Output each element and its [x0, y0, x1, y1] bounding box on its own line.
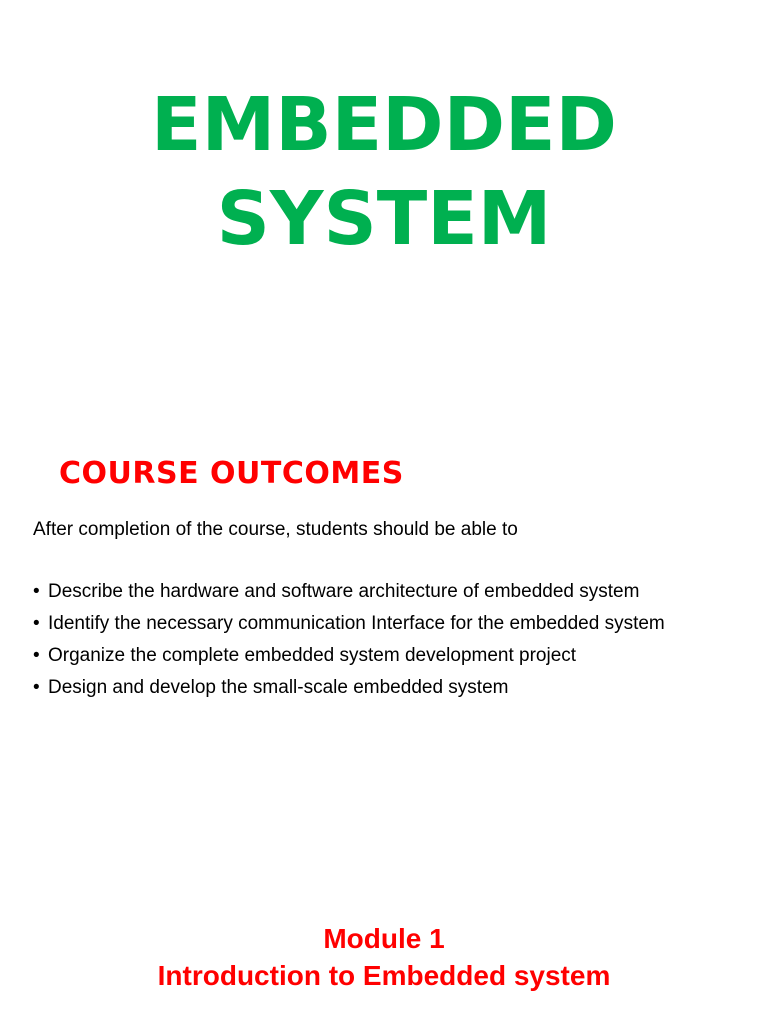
- list-item-text: Identify the necessary communication Interface for the embedded system: [48, 613, 665, 634]
- course-outcomes-heading: COURSE OUTCOMES: [59, 456, 404, 491]
- document-title-line-1: EMBEDDED: [151, 82, 617, 168]
- bullet-icon: •: [33, 581, 40, 602]
- course-outcomes-list: [33, 580, 723, 708]
- list-item-text: Describe the hardware and software architecture of embedded system: [48, 581, 640, 602]
- course-outcomes-intro: After completion of the course, students should be able to: [33, 519, 518, 540]
- list-item-text: Organize the complete embedded system development project: [48, 645, 577, 666]
- list-item: [33, 612, 723, 636]
- list-item-text: Design and develop the small-scale embedded system: [48, 677, 509, 698]
- bullet-icon: •: [33, 677, 40, 698]
- bullet-icon: •: [33, 645, 40, 666]
- bullet-icon: •: [33, 613, 40, 634]
- list-item: [33, 676, 723, 700]
- document-title-line-2: SYSTEM: [216, 176, 552, 262]
- document-title: [0, 78, 768, 266]
- module-heading: [0, 920, 768, 994]
- module-label: Module 1: [323, 923, 445, 954]
- list-item: [33, 580, 723, 604]
- module-subtitle: Introduction to Embedded system: [157, 960, 611, 991]
- list-item: [33, 644, 723, 668]
